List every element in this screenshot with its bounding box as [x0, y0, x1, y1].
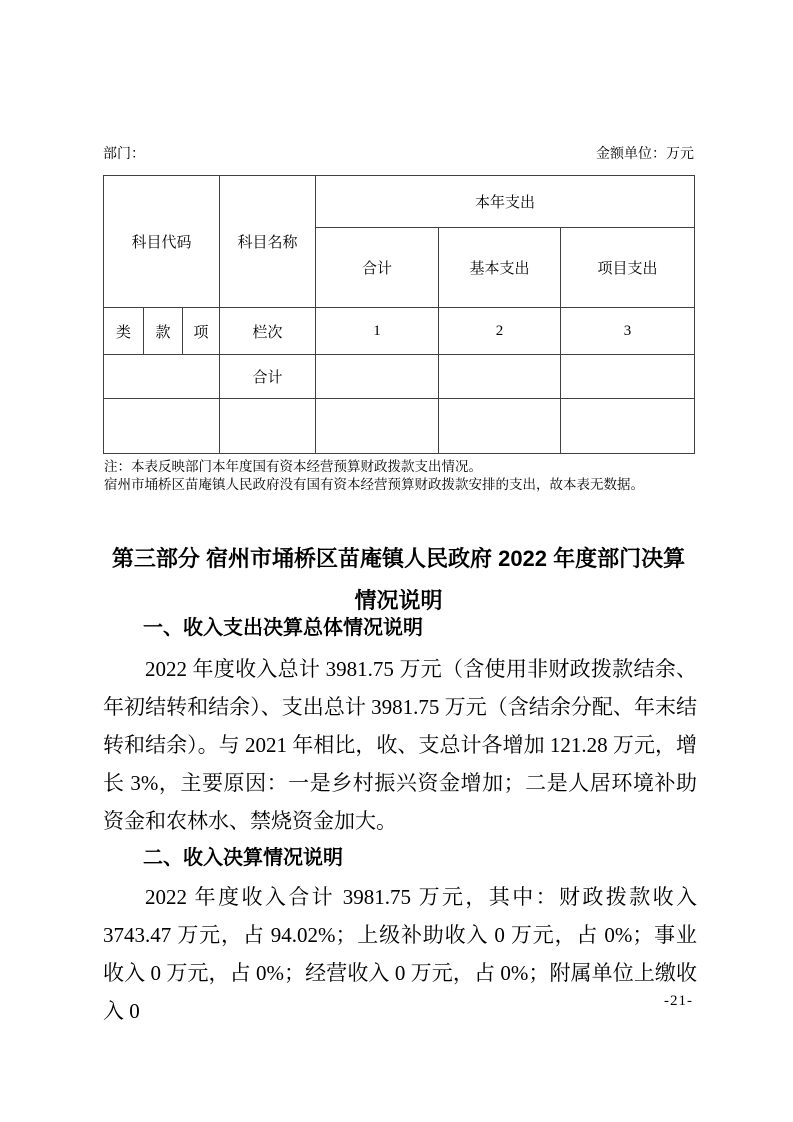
col-index-1: 1 — [316, 308, 439, 355]
th-project-expense: 项目支出 — [561, 228, 695, 308]
table-notes — [104, 458, 704, 494]
empty-cell — [316, 399, 439, 454]
table-note-line2: 宿州市埇桥区苗庵镇人民政府没有国有资本经营预算财政拨款安排的支出，故本表无数据。 — [104, 477, 644, 492]
part3-title — [103, 538, 694, 622]
th-total: 合计 — [316, 228, 439, 308]
section2-heading: 二、收入决算情况说明 — [143, 847, 343, 869]
part3-title-line2: 情况说明 — [354, 588, 443, 613]
th-code-item: 项 — [183, 308, 220, 355]
table-row — [104, 399, 695, 454]
empty-cell — [439, 355, 561, 399]
th-basic-expense: 基本支出 — [439, 228, 561, 308]
th-code-class: 类 — [104, 308, 144, 355]
table-caption-row — [103, 146, 694, 164]
th-column-index-label: 栏次 — [220, 308, 316, 355]
th-code-section: 款 — [144, 308, 183, 355]
total-row-label: 合计 — [220, 355, 316, 399]
section1-paragraph: 2022 年度收入总计 3981.75 万元（含使用非财政拨款结余、年初结转和结余）、支出总计 3981.75 万元（含结余分配、年末结转和结余）。与 2021 年相比，收、支总计各增加 121.28 万元，增长 3%，主要原因：一是乡村振兴资金增加；二是人居环境补助资金和农林水、禁烧资金加大。 — [103, 657, 697, 833]
empty-cell — [561, 399, 695, 454]
page-number: -21- — [664, 993, 693, 1009]
part3-title-line1: 第三部分 宿州市埇桥区苗庵镇人民政府 2022 年度部门决算 — [111, 546, 686, 571]
col-index-3: 3 — [561, 308, 695, 355]
th-subject-name: 科目名称 — [220, 176, 316, 308]
table-row — [104, 355, 695, 399]
section1-heading: 一、收入支出决算总体情况说明 — [143, 617, 423, 639]
department-label: 部门： — [103, 147, 145, 162]
empty-cell — [561, 355, 695, 399]
empty-cell — [220, 399, 316, 454]
col-index-2: 2 — [439, 308, 561, 355]
th-subject-code: 科目代码 — [104, 176, 220, 308]
section2-paragraph: 2022 年度收入合计 3981.75 万元，其中：财政拨款收入 3743.47 万元，占 94.02%；上级补助收入 0 万元，占 0%；事业收入 0 万元，占 0%；经营收入 0 万元，占 0%；附属单位上缴收入 0 — [103, 885, 697, 1023]
th-current-year-expense: 本年支出 — [316, 176, 695, 228]
amount-unit-label: 金额单位：万元 — [596, 147, 694, 162]
state-capital-expense-table — [103, 175, 695, 454]
empty-cell — [104, 399, 220, 454]
empty-cell — [316, 355, 439, 399]
empty-cell — [104, 355, 220, 399]
table-note-line1: 注：本表反映部门本年度国有资本经营预算财政拨款支出情况。 — [104, 459, 482, 474]
empty-cell — [439, 399, 561, 454]
